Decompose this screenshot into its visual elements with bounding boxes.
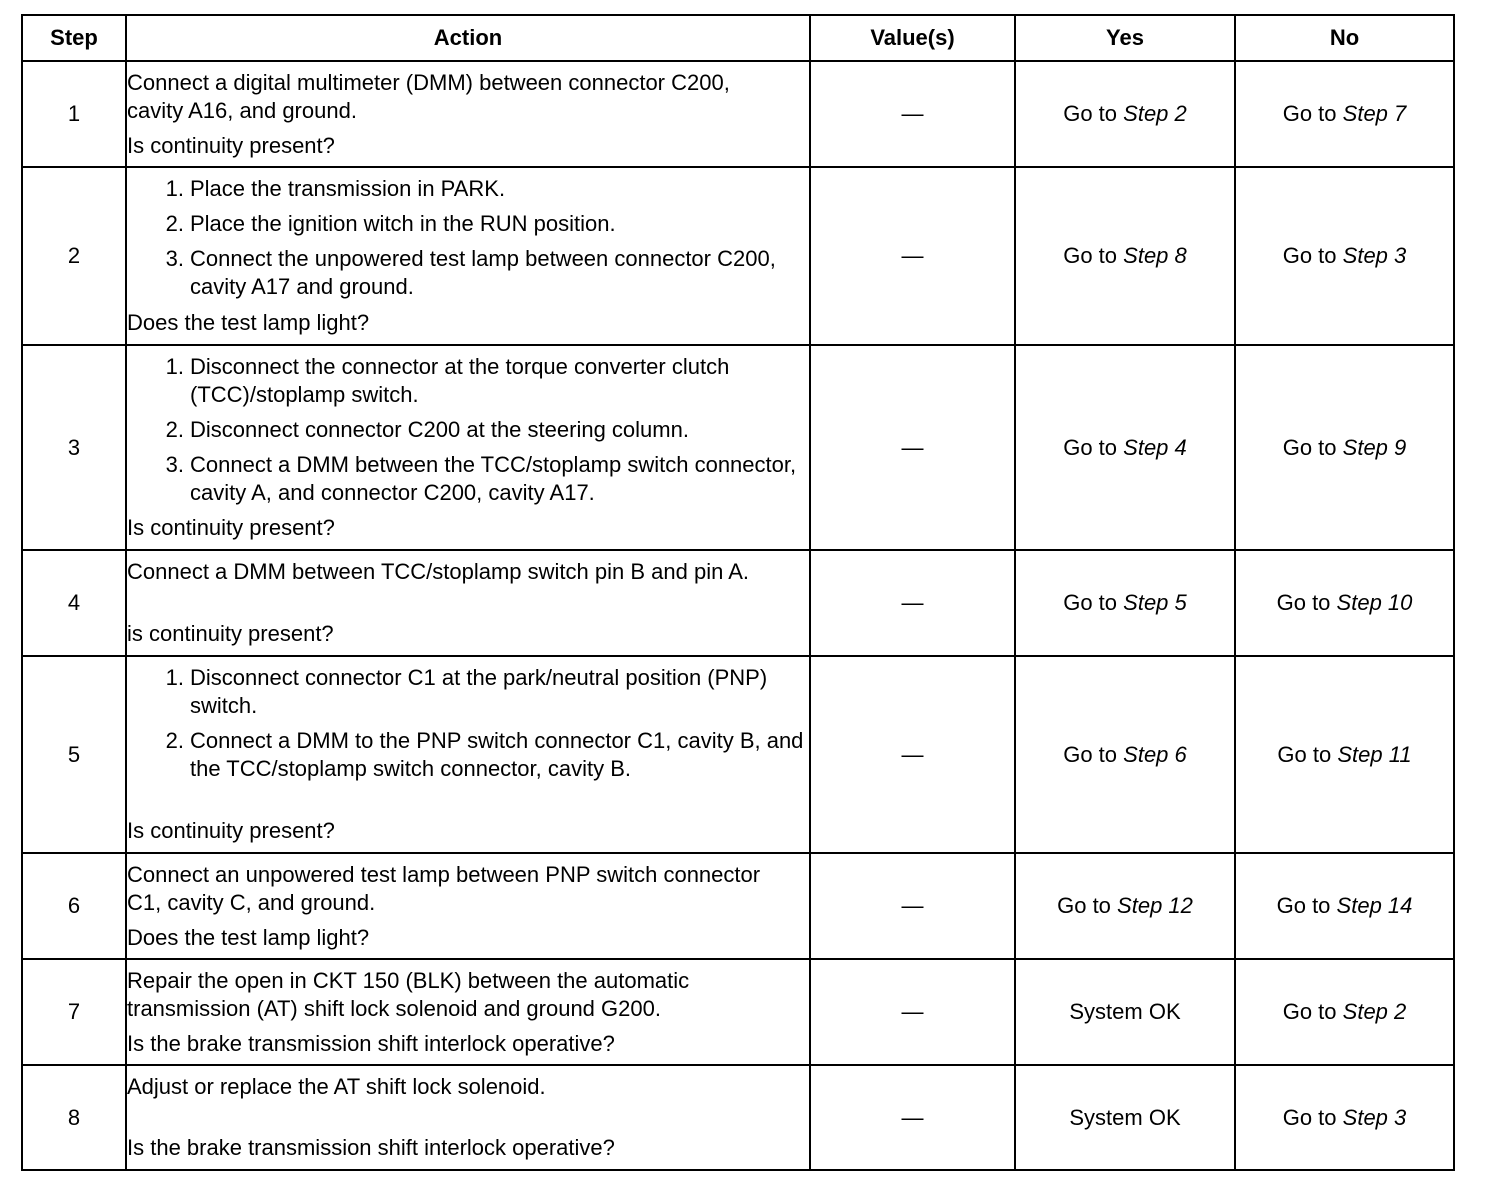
header-step: Step [22, 15, 126, 61]
action-cell [126, 61, 810, 167]
no-cell [1235, 1065, 1454, 1170]
action-steps-list [127, 175, 809, 301]
action-step-number: 3. [165, 246, 184, 271]
yes-cell [1015, 61, 1235, 167]
value-cell: — [810, 345, 1015, 550]
action-step-item [127, 416, 809, 444]
yes-prefix: Go to [1057, 893, 1111, 918]
yes-cell [1015, 959, 1235, 1065]
action-instruction: Connect an unpowered test lamp between PNP switch connector C1, cavity C, and ground. [127, 862, 761, 915]
no-cell [1235, 853, 1454, 959]
action-step-text: Connect the unpowered test lamp between connector C200, cavity A17 and ground. [190, 246, 776, 299]
action-instruction: Adjust or replace the AT shift lock solenoid. [127, 1074, 546, 1099]
yes-cell [1015, 345, 1235, 550]
no-prefix: Go to [1282, 434, 1337, 460]
no-step-reference: Step 11 [1337, 741, 1412, 767]
action-step-number: 3. [165, 452, 184, 477]
action-question: Is continuity present? [127, 515, 335, 540]
yes-prefix: Go to [1063, 590, 1118, 615]
action-step-number: 2. [165, 417, 184, 442]
action-step-text: Place the ignition witch in the RUN position. [190, 211, 616, 236]
no-step-reference: Step 2 [1342, 999, 1407, 1024]
no-cell [1235, 959, 1454, 1065]
value-cell: — [810, 959, 1015, 1065]
action-question: Does the test lamp light? [127, 925, 370, 950]
value-cell: — [810, 550, 1015, 656]
value-cell: — [810, 853, 1015, 959]
action-cell [126, 1065, 810, 1170]
yes-step-reference: Step 6 [1123, 741, 1187, 767]
action-cell [126, 167, 810, 345]
yes-step-reference: Step 2 [1123, 101, 1187, 126]
action-step-text: Connect a DMM between the TCC/stoplamp switch connector, cavity A, and connector C200, cavity A17. [190, 452, 797, 505]
table-row [22, 61, 1454, 167]
step-number: 7 [22, 959, 126, 1065]
action-cell [126, 853, 810, 959]
header-row [22, 15, 1454, 61]
table-row [22, 167, 1454, 345]
table-row [22, 959, 1454, 1065]
action-question: Is continuity present? [127, 818, 335, 843]
header-values: Value(s) [810, 15, 1015, 61]
yes-prefix: Go to [1063, 101, 1118, 126]
table-row [22, 1065, 1454, 1170]
no-prefix: Go to [1282, 243, 1337, 268]
header-yes: Yes [1015, 15, 1235, 61]
action-step-text: Disconnect connector C200 at the steering column. [190, 417, 689, 442]
table-row [22, 853, 1454, 959]
yes-step-reference: Step 4 [1123, 434, 1187, 460]
no-cell [1235, 167, 1454, 345]
no-prefix: Go to [1282, 999, 1337, 1024]
no-cell [1235, 345, 1454, 550]
value-cell: — [810, 656, 1015, 853]
action-step-item [127, 245, 809, 301]
step-number: 1 [22, 61, 126, 167]
action-step-number: 2. [165, 728, 184, 753]
action-cell [126, 656, 810, 853]
yes-prefix: System OK [1069, 1104, 1181, 1130]
action-cell [126, 345, 810, 550]
action-step-item [127, 664, 809, 720]
action-question: Is the brake transmission shift interlock operative? [127, 1135, 615, 1160]
no-prefix: Go to [1276, 893, 1331, 918]
action-cell [126, 550, 810, 656]
yes-step-reference: Step 5 [1123, 590, 1187, 615]
no-step-reference: Step 10 [1336, 590, 1413, 615]
yes-step-reference: Step 12 [1117, 893, 1193, 918]
table-row [22, 345, 1454, 550]
step-number: 3 [22, 345, 126, 550]
action-step-item [127, 175, 809, 203]
action-instruction: Repair the open in CKT 150 (BLK) between the automatic transmission (AT) shift lock solenoid and ground G200. [127, 968, 690, 1021]
action-step-text: Disconnect connector C1 at the park/neutral position (PNP) switch. [190, 665, 768, 718]
no-step-reference: Step 9 [1342, 434, 1407, 460]
action-step-item [127, 210, 809, 238]
step-number: 2 [22, 167, 126, 345]
yes-cell [1015, 1065, 1235, 1170]
no-step-reference: Step 3 [1342, 243, 1407, 268]
action-instruction: Connect a digital multimeter (DMM) between connector C200, cavity A16, and ground. [127, 70, 730, 123]
no-cell [1235, 61, 1454, 167]
action-step-number: 1. [165, 354, 184, 379]
step-number: 4 [22, 550, 126, 656]
no-prefix: Go to [1277, 741, 1332, 767]
yes-cell [1015, 853, 1235, 959]
step-number: 8 [22, 1065, 126, 1170]
action-step-text: Disconnect the connector at the torque converter clutch (TCC)/stoplamp switch. [190, 354, 730, 407]
action-cell [126, 959, 810, 1065]
yes-prefix: Go to [1063, 741, 1118, 767]
action-steps-list [127, 664, 809, 783]
no-step-reference: Step 7 [1342, 101, 1407, 126]
yes-cell [1015, 656, 1235, 853]
header-no: No [1235, 15, 1454, 61]
yes-prefix: System OK [1069, 999, 1181, 1024]
value-cell: — [810, 61, 1015, 167]
yes-prefix: Go to [1063, 434, 1118, 460]
yes-step-reference: Step 8 [1123, 243, 1187, 268]
action-instruction: Connect a DMM between TCC/stoplamp switch pin B and pin A. [127, 559, 750, 584]
action-step-item [127, 451, 809, 507]
diagnostic-table [21, 14, 1455, 1171]
action-step-text: Place the transmission in PARK. [190, 176, 506, 201]
no-prefix: Go to [1282, 1104, 1337, 1130]
no-step-reference: Step 3 [1342, 1104, 1407, 1130]
no-prefix: Go to [1282, 101, 1337, 126]
no-cell [1235, 550, 1454, 656]
action-question: Does the test lamp light? [127, 310, 370, 335]
action-question: is continuity present? [127, 621, 334, 646]
yes-prefix: Go to [1063, 243, 1118, 268]
no-prefix: Go to [1276, 590, 1331, 615]
no-step-reference: Step 14 [1336, 893, 1413, 918]
step-number: 6 [22, 853, 126, 959]
action-question: Is continuity present? [127, 133, 335, 158]
yes-cell [1015, 167, 1235, 345]
action-step-number: 1. [165, 176, 184, 201]
action-step-number: 1. [165, 665, 184, 690]
action-steps-list [127, 353, 809, 507]
yes-cell [1015, 550, 1235, 656]
no-cell [1235, 656, 1454, 853]
action-step-item [127, 727, 809, 783]
header-action: Action [126, 15, 810, 61]
value-cell: — [810, 167, 1015, 345]
action-step-item [127, 353, 809, 409]
table-row [22, 550, 1454, 656]
table-row [22, 656, 1454, 853]
step-number: 5 [22, 656, 126, 853]
action-step-number: 2. [165, 211, 184, 236]
action-step-text: Connect a DMM to the PNP switch connector C1, cavity B, and the TCC/stoplamp switch connector, cavity B. [190, 728, 804, 781]
action-question: Is the brake transmission shift interlock operative? [127, 1031, 615, 1056]
value-cell: — [810, 1065, 1015, 1170]
